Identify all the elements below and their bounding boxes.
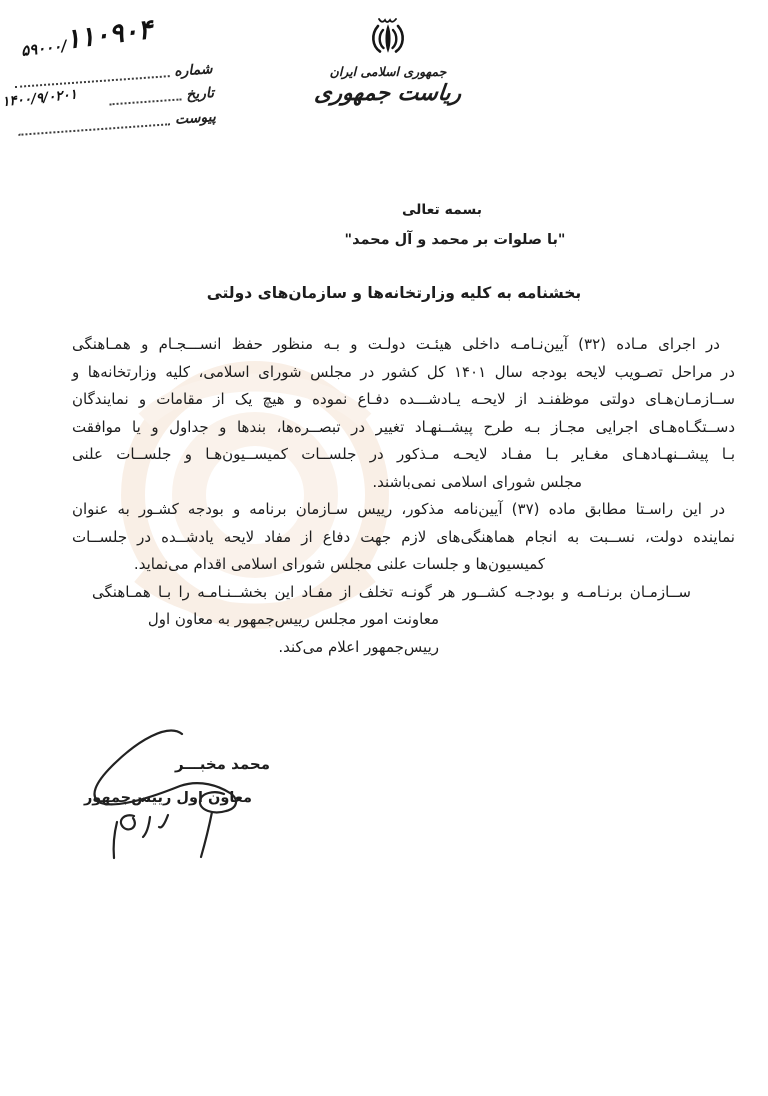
signatory-name: محمد مخبـــر bbox=[175, 755, 270, 773]
body-line: نماینده دولت، نســبت به انجام هماهنگی‌های لازم جهت دفاع از مفاد لایحه یادشــده در جلســات bbox=[72, 527, 735, 546]
body-line: در اجرای مـاده (۳۲) آیین‌نـامـه داخلی هیئـت دولـت و بـه منظور حفظ انســـجـام و همـاهنگی bbox=[72, 335, 720, 353]
body-line: کمیسیون‌ها و جلسات علنی مجلس شورای اسلامی اقدام می‌نماید. bbox=[133, 555, 545, 573]
date-handwritten: ۱۴۰۰/۹/۰۲۰۱ bbox=[1, 86, 78, 111]
besmeleh-text: بسمه تعالی bbox=[401, 202, 483, 218]
body-line: معاونت امور مجلس رییس‌جمهور به معاون اول رییس‌جمهور اعلام می‌کند. bbox=[147, 610, 439, 656]
letter-body bbox=[72, 331, 735, 661]
signature-scribble-icon bbox=[80, 715, 255, 865]
attachment-field-label: پیوست bbox=[174, 109, 217, 128]
body-line: در مراحل تصـویب لایحه بودجه سال ۱۴۰۱ کل کشور در مجلس شورای اسلامی، کلیه وزارتخانه‌ها و bbox=[72, 362, 735, 381]
registration-stamp-block bbox=[1, 53, 217, 139]
number-field-label: شماره bbox=[173, 61, 213, 80]
document-number-handwritten bbox=[19, 14, 155, 61]
body-line: دســتگـاه‌هـای اجرایی مجـاز بـه طرح پیشــنهـاد تغییر در تبصــره‌ها، بندها و جداول و یا موافقت bbox=[72, 417, 735, 436]
document-number-main: ۱۱۰۹۰۴ bbox=[64, 14, 155, 56]
body-line: ســازمـان برنـامـه و بودجـه کشــور هر گونـه تخلف از مفـاد این بخشــنـامـه را بـا همـاهنگی bbox=[92, 582, 691, 601]
body-line: بـا پیشــنهـادهـای مغـایر بـا مفـاد لایحـه مـذکور در جلســات کمیســیون‌هـا و جلســات علنی bbox=[72, 445, 735, 463]
body-line: مجلس شورای اسلامی نمی‌باشند. bbox=[372, 472, 582, 491]
body-line: در این راسـتا مطابق ماده (۳۷) آیین‌نامه مذکور، رییس سـازمان برنامه و بودجه کشـور به عنوان bbox=[72, 500, 725, 518]
document-number-prefix: ۵۹۰۰۰/ bbox=[20, 36, 68, 60]
iran-emblem-icon bbox=[363, 16, 413, 62]
date-field-label: تاریخ bbox=[185, 85, 215, 104]
dotted-line bbox=[17, 108, 170, 136]
signatory-title: معاون اول رییس‌جمهور bbox=[83, 790, 252, 806]
body-line: ســازمـان‌هـای دولتی موظفنـد از لایحـه یـادشـــده دفـاع نموده و هیچ یک از مقامات و نمایندگان bbox=[72, 390, 735, 408]
letterhead bbox=[300, 16, 476, 106]
salutation-text: "با صلوات بر محمد و آل محمد" bbox=[344, 232, 566, 248]
org-department: ریاست جمهوری bbox=[313, 80, 463, 106]
org-name: جمهوری اسلامی ایران bbox=[329, 64, 447, 79]
subject-line: بخشنامه به کلیه وزارتخانه‌ها و سازمان‌های دولتی bbox=[206, 284, 582, 302]
dotted-line bbox=[109, 83, 182, 105]
